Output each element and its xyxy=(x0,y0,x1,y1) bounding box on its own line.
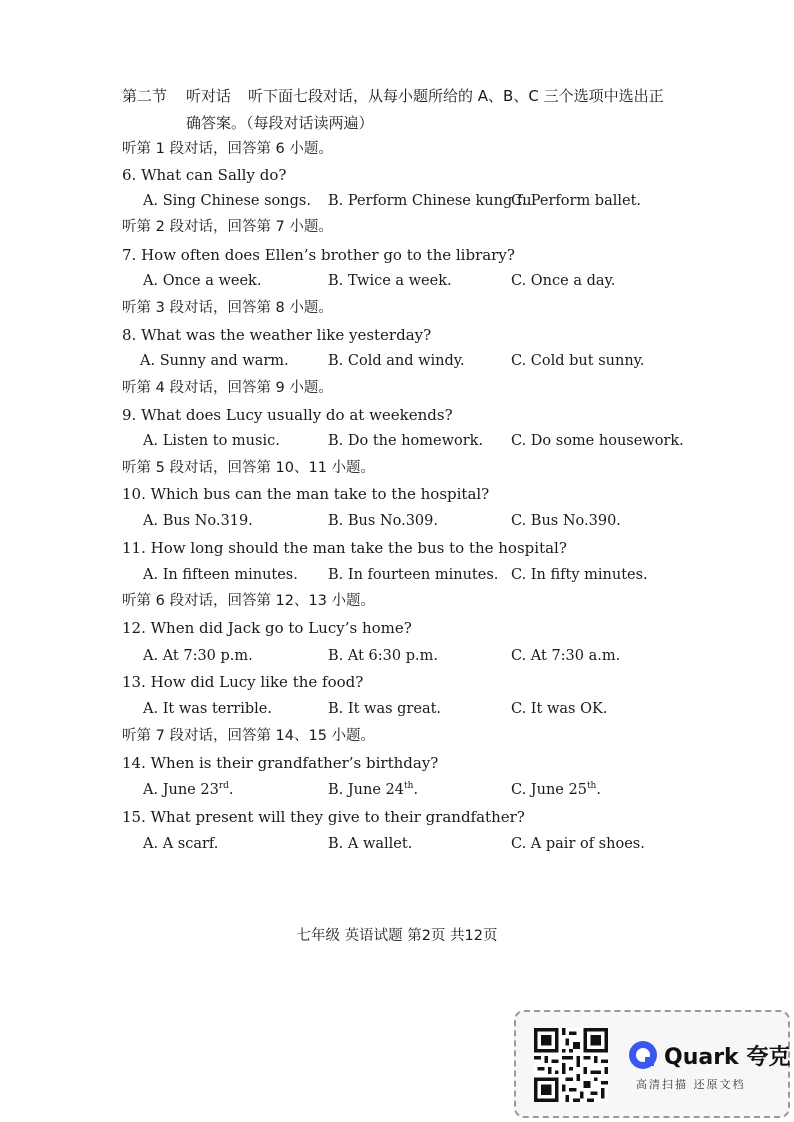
option-a: A. Once a week. xyxy=(143,273,262,289)
option-a: A. At 7:30 p.m. xyxy=(143,648,253,664)
option-b: B. Bus No.309. xyxy=(328,513,438,529)
option-c: C. A pair of shoes. xyxy=(511,836,645,852)
option-c: C. June 25th. xyxy=(511,781,601,798)
option-a: A. A scarf. xyxy=(143,836,219,852)
quark-logo-icon xyxy=(628,1040,658,1070)
option-a: A. June 23rd. xyxy=(143,781,234,798)
dialogue-intro: 听第 5 段对话，回答第 10、11 小题。 xyxy=(122,460,376,476)
question-text: 10. Which bus can the man take to the hospital? xyxy=(122,485,490,503)
dialogue-intro: 听第 1 段对话，回答第 6 小题。 xyxy=(122,141,333,157)
dialogue-intro: 听第 4 段对话，回答第 9 小题。 xyxy=(122,380,333,396)
question-text: 9. What does Lucy usually do at weekends? xyxy=(122,406,453,424)
question-text: 14. When is their grandfather’s birthday? xyxy=(122,754,439,772)
dialogue-intro: 听第 2 段对话，回答第 7 小题。 xyxy=(122,219,333,235)
question-text: 15. What present will they give to their grandfather? xyxy=(122,808,525,826)
option-c: C. Do some housework. xyxy=(511,433,684,449)
option-b: B. In fourteen minutes. xyxy=(328,567,499,583)
option-a: A. Listen to music. xyxy=(143,433,280,449)
option-c: C. Once a day. xyxy=(511,273,616,289)
question-text: 6. What can Sally do? xyxy=(122,166,287,184)
option-a: A. It was terrible. xyxy=(143,701,272,717)
option-b: B. Perform Chinese kung fu. xyxy=(328,193,537,209)
option-c: C. Bus No.390. xyxy=(511,513,621,529)
option-c: C. It was OK. xyxy=(511,701,608,717)
option-a: A. In fifteen minutes. xyxy=(143,567,298,583)
option-b: B. A wallet. xyxy=(328,836,413,852)
option-c: C. Perform ballet. xyxy=(511,193,642,209)
question-text: 8. What was the weather like yesterday? xyxy=(122,326,432,344)
option-b: B. At 6:30 p.m. xyxy=(328,648,438,664)
option-c: C. At 7:30 a.m. xyxy=(511,648,621,664)
quark-tagline: 高清扫描 还原文档 xyxy=(636,1078,746,1091)
option-b: B. Do the homework. xyxy=(328,433,484,449)
option-a: A. Bus No.319. xyxy=(143,513,253,529)
page-footer: 七年级 英语试题 第2页 共12页 xyxy=(296,928,498,944)
dialogue-intro: 听第 6 段对话，回答第 12、13 小题。 xyxy=(122,593,376,609)
option-a: A. Sing Chinese songs. xyxy=(143,193,311,209)
option-a: A. Sunny and warm. xyxy=(140,353,289,369)
section-title: 第二节 xyxy=(122,87,168,105)
question-text: 13. How did Lucy like the food? xyxy=(122,673,364,691)
question-text: 7. How often does Ellen’s brother go to the library? xyxy=(122,246,515,264)
option-c: C. Cold but sunny. xyxy=(511,353,645,369)
section-instruction-cont: 确答案。（每段对话读两遍） xyxy=(186,114,374,132)
quark-scan-badge xyxy=(514,1010,790,1118)
dialogue-intro: 听第 7 段对话，回答第 14、15 小题。 xyxy=(122,728,376,744)
option-b: B. It was great. xyxy=(328,701,442,717)
quark-brand-name: Quark 夸克 xyxy=(664,1045,791,1070)
section-label: 听对话 xyxy=(186,87,232,105)
option-b: B. Twice a week. xyxy=(328,273,452,289)
dialogue-intro: 听第 3 段对话，回答第 8 小题。 xyxy=(122,300,333,316)
option-c: C. In fifty minutes. xyxy=(511,567,648,583)
question-text: 12. When did Jack go to Lucy’s home? xyxy=(122,619,412,637)
section-instruction: 听下面七段对话，从每小题所给的 A、B、C 三个选项中选出正 xyxy=(248,87,664,105)
option-b: B. June 24th. xyxy=(328,781,419,798)
question-text: 11. How long should the man take the bus to the hospital? xyxy=(122,539,567,557)
qr-code-icon xyxy=(534,1028,608,1102)
option-b: B. Cold and windy. xyxy=(328,353,465,369)
